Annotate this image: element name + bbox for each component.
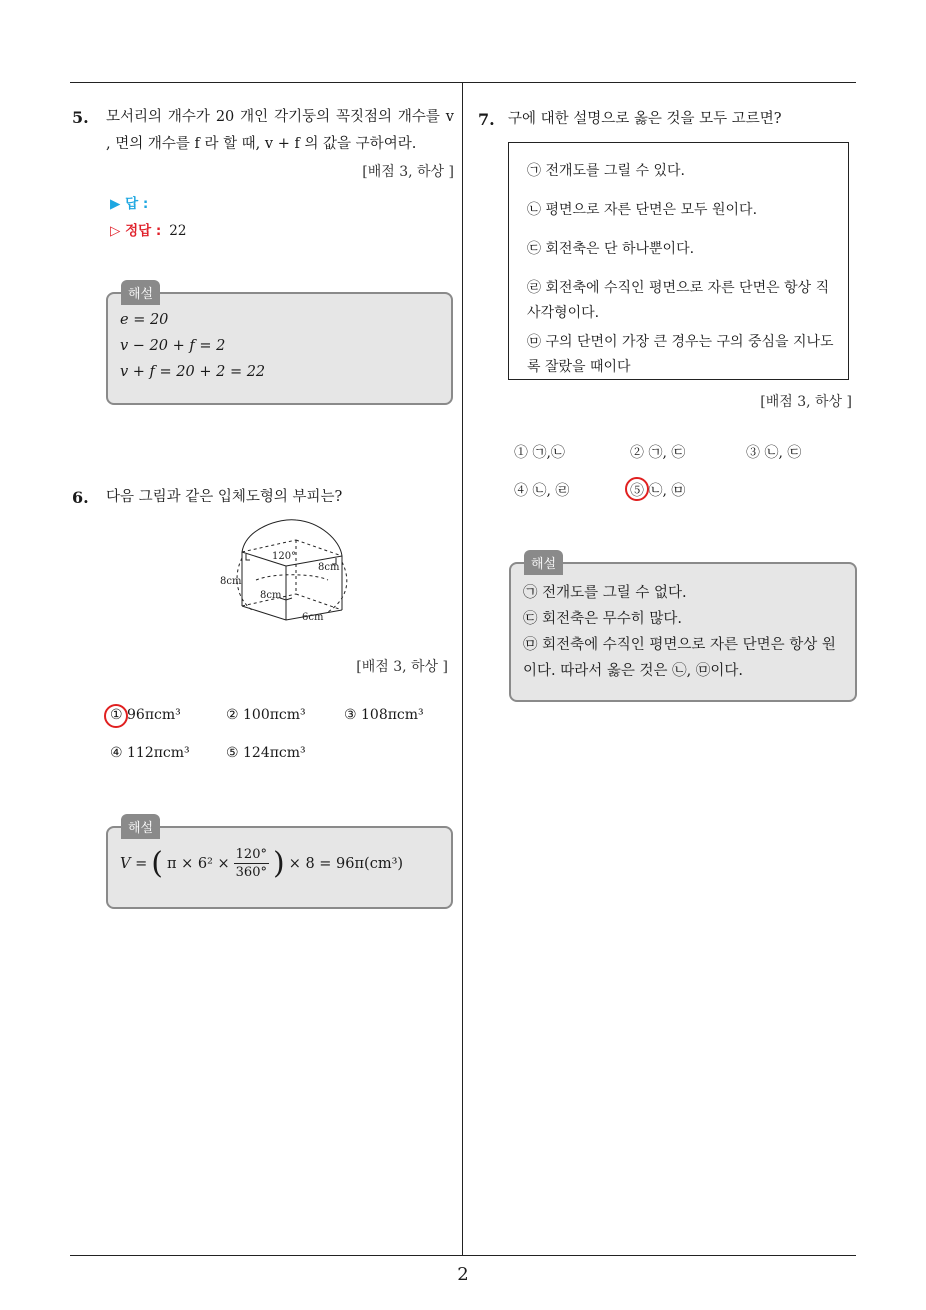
formula-left-paren: ( [151, 845, 163, 881]
page-number: 2 [457, 1264, 469, 1285]
formula-fraction [234, 846, 269, 881]
q6-explanation-box [106, 821, 453, 909]
q7-choice-4[interactable]: ④ ㉡, ㉣ [514, 483, 570, 499]
q6-choice-2[interactable]: ② 100πcm³ [226, 707, 306, 723]
q7-choice-3[interactable]: ③ ㉡, ㉢ [746, 445, 802, 461]
solid-figure [216, 518, 356, 630]
q6-text: 다음 그림과 같은 입체도형의 부피는? [106, 489, 343, 505]
q7-statement: ㉠ 전개도를 그릴 수 있다. [527, 163, 685, 179]
q6-choice-4[interactable]: ④ 112πcm³ [110, 745, 190, 761]
figure-label-bottom: 6cm [302, 612, 324, 623]
q5-number: 5. [72, 108, 89, 127]
header-rule [70, 82, 856, 83]
q5-correct-value: 22 [169, 223, 187, 239]
q5-explanation-line: v + f = 20 + 2 = 22 [120, 364, 266, 380]
q7-statement-box [508, 142, 849, 380]
q7-choice-1[interactable]: ① ㉠,㉡ [514, 445, 565, 461]
q5-explanation-line: v − 20 + f = 2 [120, 338, 226, 354]
q7-choice-5[interactable]: ⑤ ㉡, ㉤ [630, 483, 686, 499]
formula-rest: × 8 = 96π(cm³) [288, 855, 404, 872]
q5-explanation-line: e = 20 [120, 312, 169, 328]
q5-correct-answer [110, 219, 186, 239]
q5-answer-label: ▶ 답 : [110, 196, 149, 212]
figure-label-inner: 8cm [260, 590, 282, 601]
q7-explanation-text: ㉠ 전개도를 그릴 수 없다. ㉢ 회전축은 무수히 많다. ㉤ 회전축에 수직인 평면으로 자른 단면은 항상 원이다. 따라서 옳은 것은 ㉡, ㉤이다. [523, 585, 836, 679]
q5-correct-label: ▷ 정답 : [110, 223, 162, 239]
q7-statement: ㉣ 회전축에 수직인 평면으로 자른 단면은 항상 직사각형이다. [527, 280, 830, 321]
q7-text: 구에 대한 설명으로 옳은 것을 모두 고르면? [508, 111, 782, 127]
q6-explanation-tag: 해설 [121, 814, 160, 839]
q5-explanation-tag: 해설 [121, 280, 160, 305]
q7-explanation-tag: 해설 [524, 550, 563, 575]
q7-meta: [배점 3, 하상 ] [760, 394, 852, 410]
q6-meta: [배점 3, 하상 ] [356, 659, 448, 675]
formula-denominator: 360° [235, 865, 267, 880]
formula-numerator: 120° [235, 847, 267, 862]
q6-formula [120, 846, 403, 881]
q5-explanation-box [106, 287, 453, 405]
q5-meta: [배점 3, 하상 ] [362, 164, 454, 180]
footer-rule [70, 1255, 856, 1256]
q7-statement: ㉢ 회전축은 단 하나뿐이다. [527, 241, 695, 257]
column-divider [462, 82, 463, 1256]
figure-label-left: 8cm [220, 576, 242, 587]
figure-label-angle: 120° [272, 551, 297, 562]
figure-label-right: 8cm [318, 562, 340, 573]
q7-explanation-box [509, 557, 857, 702]
q7-statement: ㉡ 평면으로 자른 단면은 모두 원이다. [527, 202, 758, 218]
q5-text: 모서리의 개수가 20 개인 각기둥의 꼭짓점의 개수를 v , 면의 개수를 f 라 할 때, v + f 의 값을 구하여라. [106, 109, 454, 152]
formula-lhs: V = [120, 855, 148, 872]
q7-statement: ㉤ 구의 단면이 가장 큰 경우는 구의 중심을 지나도록 잘랐을 때이다 [527, 334, 834, 375]
q7-choice-2[interactable]: ② ㉠, ㉢ [630, 445, 686, 461]
q6-choice-5[interactable]: ⑤ 124πcm³ [226, 745, 306, 761]
q6-choice-1[interactable]: ① 96πcm³ [110, 707, 181, 723]
q6-number: 6. [72, 488, 89, 507]
formula-pi-part: π × 6² × [166, 855, 230, 872]
q6-choice-3[interactable]: ③ 108πcm³ [344, 707, 424, 723]
formula-right-paren: ) [272, 845, 285, 881]
q7-number: 7. [478, 110, 495, 129]
